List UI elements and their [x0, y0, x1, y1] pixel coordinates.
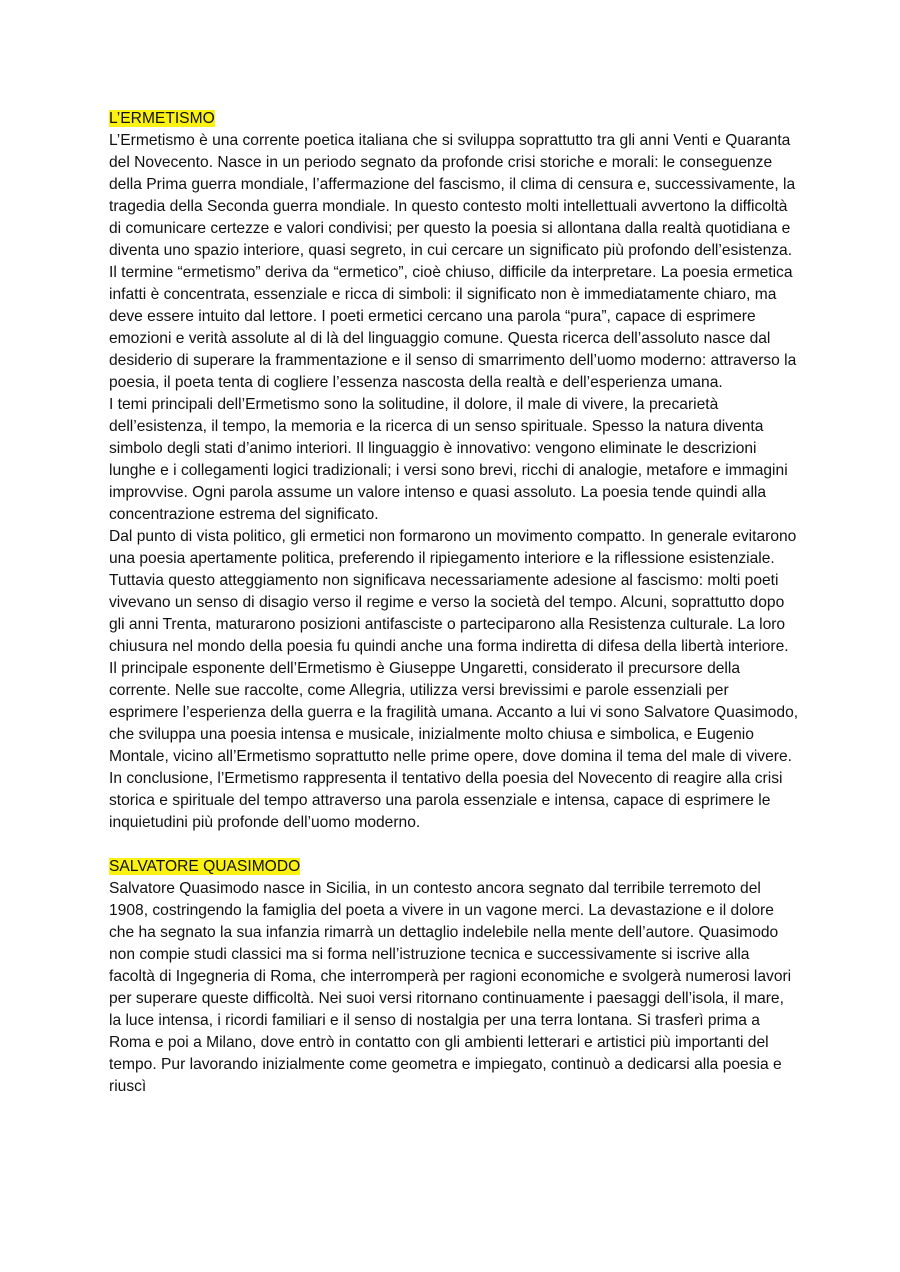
document-page — [109, 108, 799, 1098]
paragraph: Il principale esponente dell’Ermetismo è Giuseppe Ungaretti, considerato il precursore della corrente. Nelle sue raccolte, come Allegria, utilizza versi brevissimi e parole essenziali per esprimere l’esperienza della guerra e la fragilità umana. Accanto a lui vi sono Salvatore Quasimodo, che sviluppa una poesia intensa e musicale, inizialmente molto chiusa e simbolica, e Eugenio Montale, vicino all’Ermetismo soprattutto nelle prime opere, dove domina il tema del male di vivere. In conclusione, l’Ermetismo rappresenta il tentativo della poesia del Novecento di reagire alla crisi storica e spirituale del tempo attraverso una parola essenziale e intensa, capace di esprimere le inquietudini più profonde dell’uomo moderno. — [109, 660, 799, 831]
paragraph: I temi principali dell’Ermetismo sono la solitudine, il dolore, il male di vivere, la precarietà dell’esistenza, il tempo, la memoria e la ricerca di un senso spirituale. Spesso la natura diventa simbolo degli stati d’animo interiori. Il linguaggio è innovativo: vengono eliminate le descrizioni lunghe e i collegamenti logici tradizionali; i versi sono brevi, ricchi di analogie, metafore e immagini improvvise. Ogni parola assume un valore intenso e quasi assoluto. La poesia tende quindi alla concentrazione estrema del significato. — [109, 396, 788, 523]
paragraph: Salvatore Quasimodo nasce in Sicilia, in un contesto ancora segnato dal terribile terremoto del 1908, costringendo la famiglia del poeta a vivere in un vagone merci. La devastazione e il dolore che ha segnato la sua infanzia rimarrà un dettaglio indelebile nella mente dell’autore. Quasimodo non compie studi classici ma si forma nell’istruzione tecnica e successivamente si iscrive alla facoltà di Ingegneria di Roma, che interromperà per ragioni economiche e svolgerà numerosi lavori per superare queste difficoltà. Nei suoi versi ritornano continuamente i paesaggi dell’isola, il mare, la luce intensa, i ricordi familiari e il senso di nostalgia per una terra lontana. Si trasferì prima a Roma e poi a Milano, dove entrò in contatto con gli ambienti letterari e artistici più importanti del tempo. Pur lavorando inizialmente come geometra e impiegato, continuò a dedicarsi alla poesia e riuscì — [109, 880, 792, 1095]
section-heading: SALVATORE QUASIMODO — [109, 858, 301, 875]
paragraph: Il termine “ermetismo” deriva da “ermetico”, cioè chiuso, difficile da interpretare. La poesia ermetica infatti è concentrata, essenziale e ricca di simboli: il significato non è immediatamente chiaro, ma deve essere intuito dal lettore. I poeti ermetici cercano una parola “pura”, capace di esprimere emozioni e verità assolute al di là del linguaggio comune. Questa ricerca dell’assoluto nasce dal desiderio di superare la frammentazione e il senso di smarrimento dell’uomo moderno: attraverso la poesia, il poeta tenta di cogliere l’essenza nascosta della realtà e dell’esperienza umana. — [109, 264, 797, 391]
section-quasimodo — [109, 856, 799, 1098]
section-heading: L’ERMETISMO — [109, 110, 215, 127]
section-ermetismo — [109, 108, 799, 834]
section-heading-wrapper — [109, 108, 799, 130]
paragraph: Dal punto di vista politico, gli ermetici non formarono un movimento compatto. In generale evitarono una poesia apertamente politica, preferendo il ripiegamento interiore e la riflessione esistenziale. Tuttavia questo atteggiamento non significava necessariamente adesione al fascismo: molti poeti vivevano un senso di disagio verso il regime e verso la società del tempo. Alcuni, soprattutto dopo gli anni Trenta, maturarono posizioni antifasciste o parteciparono alla Resistenza culturale. La loro chiusura nel mondo della poesia fu quindi anche una forma indiretta di difesa della libertà interiore. — [109, 528, 797, 655]
section-spacer — [109, 834, 799, 856]
paragraph: L’Ermetismo è una corrente poetica italiana che si sviluppa soprattutto tra gli anni Venti e Quaranta del Novecento. Nasce in un periodo segnato da profonde crisi storiche e morali: le conseguenze della Prima guerra mondiale, l’affermazione del fascismo, il clima di censura e, successivamente, la tragedia della Seconda guerra mondiale. In questo contesto molti intellettuali avvertono la difficoltà di comunicare certezze e valori condivisi; per questo la poesia si allontana dalla realtà quotidiana e diventa uno spazio interiore, quasi segreto, in cui cercare un significato più profondo dell’esistenza. — [109, 132, 796, 259]
section-heading-wrapper — [109, 856, 799, 878]
